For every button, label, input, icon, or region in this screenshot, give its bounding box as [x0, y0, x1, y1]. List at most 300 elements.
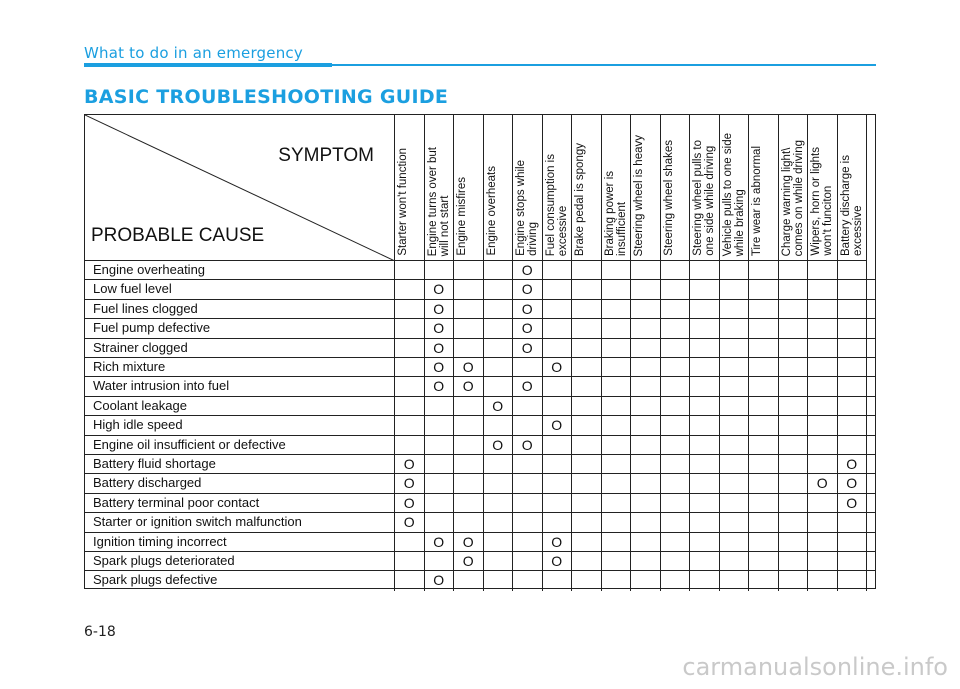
- symptom-cell: [690, 377, 720, 395]
- symptom-cell: [484, 494, 514, 512]
- symptom-cell: [543, 377, 573, 395]
- symptom-cell: [808, 300, 838, 318]
- symptom-mark: O: [425, 280, 455, 298]
- symptom-cell: [543, 261, 573, 279]
- page-number: 6-18: [84, 624, 116, 640]
- probable-cause: Battery discharged: [85, 474, 395, 492]
- symptom-cell: [454, 436, 484, 454]
- symptom-mark: O: [513, 280, 543, 298]
- symptom-cell: [808, 261, 838, 279]
- symptom-cell: [690, 552, 720, 570]
- symptom-mark: O: [513, 300, 543, 318]
- symptom-mark: O: [395, 513, 425, 531]
- symptom-cell: [602, 339, 632, 357]
- symptom-header: [779, 115, 809, 261]
- symptom-cell: [572, 494, 602, 512]
- table-row: [85, 533, 875, 552]
- symptom-cell: [631, 571, 661, 590]
- symptom-cell: [631, 513, 661, 531]
- symptom-cell: [720, 339, 750, 357]
- symptom-cell: [838, 377, 868, 395]
- symptom-cell: [484, 474, 514, 492]
- symptom-cell: [631, 280, 661, 298]
- table-row: [85, 416, 875, 435]
- symptom-cell: [395, 436, 425, 454]
- symptom-header: [720, 115, 750, 261]
- table-row: [85, 436, 875, 455]
- symptom-cell: [808, 397, 838, 415]
- symptom-cell: [690, 571, 720, 590]
- probable-cause: High idle speed: [85, 416, 395, 434]
- symptom-cell: [749, 261, 779, 279]
- symptom-cell: [749, 416, 779, 434]
- symptom-cell: [484, 300, 514, 318]
- symptom-cell: [749, 455, 779, 473]
- symptom-header-label: Starter won't function: [397, 148, 409, 256]
- symptom-cell: [749, 513, 779, 531]
- symptom-mark: O: [543, 552, 573, 570]
- symptom-mark: O: [484, 397, 514, 415]
- symptom-cell: [690, 280, 720, 298]
- symptom-cell: [484, 513, 514, 531]
- table-row: [85, 494, 875, 513]
- symptom-mark: O: [395, 455, 425, 473]
- symptom-cell: [543, 280, 573, 298]
- symptom-cell: [425, 436, 455, 454]
- symptom-cell: [543, 436, 573, 454]
- troubleshooting-table: [84, 114, 876, 589]
- symptom-cell: [572, 416, 602, 434]
- symptom-cell: [631, 474, 661, 492]
- symptom-cell: [572, 552, 602, 570]
- symptom-cell: [484, 319, 514, 337]
- symptom-cell: [631, 300, 661, 318]
- symptom-cell: [602, 552, 632, 570]
- symptom-cell: [661, 455, 691, 473]
- symptom-cell: [838, 416, 868, 434]
- symptom-header-label: Battery discharge is excessive: [839, 155, 864, 256]
- section-rule-thick: [84, 63, 332, 67]
- symptom-cell: [661, 358, 691, 376]
- symptom-header-label: Charge warning light\ comes on while driving: [780, 139, 805, 256]
- symptom-mark: O: [513, 339, 543, 357]
- symptom-cell: [425, 455, 455, 473]
- symptom-cell: [454, 397, 484, 415]
- symptom-mark: O: [425, 300, 455, 318]
- symptom-cell: [425, 513, 455, 531]
- symptom-cell: [395, 571, 425, 590]
- symptom-header: [808, 115, 838, 261]
- symptom-header: [749, 115, 779, 261]
- symptom-cell: [720, 474, 750, 492]
- symptom-cell: [808, 358, 838, 376]
- symptom-cell: [690, 436, 720, 454]
- symptom-cell: [749, 280, 779, 298]
- symptom-cell: [720, 455, 750, 473]
- symptom-cell: [749, 533, 779, 551]
- symptom-header-label: Tire wear is abnormal: [751, 145, 763, 256]
- probable-cause: Fuel pump defective: [85, 319, 395, 337]
- symptom-cell: [690, 319, 720, 337]
- symptom-cell: [838, 552, 868, 570]
- symptom-cell: [808, 436, 838, 454]
- symptom-cell: [720, 358, 750, 376]
- symptom-mark: O: [454, 533, 484, 551]
- symptom-cell: [425, 474, 455, 492]
- table-row: [85, 474, 875, 493]
- symptom-cell: [425, 397, 455, 415]
- symptom-cell: [720, 552, 750, 570]
- table-row: [85, 571, 875, 590]
- symptom-header-label: Wipers, horn or lights won't funciton: [810, 147, 834, 256]
- symptom-cell: [602, 319, 632, 337]
- probable-cause: Starter or ignition switch malfunction: [85, 513, 395, 531]
- symptom-mark: O: [513, 377, 543, 395]
- symptom-mark: O: [425, 358, 455, 376]
- symptom-cell: [572, 261, 602, 279]
- symptom-cell: [395, 280, 425, 298]
- symptom-cell: [572, 455, 602, 473]
- symptom-cell: [572, 436, 602, 454]
- symptom-cell: [661, 533, 691, 551]
- symptom-cell: [749, 358, 779, 376]
- symptom-cell: [513, 397, 543, 415]
- symptom-cell: [395, 319, 425, 337]
- symptom-header: [484, 115, 514, 261]
- symptom-mark: O: [454, 552, 484, 570]
- symptom-cell: [661, 552, 691, 570]
- symptom-cell: [454, 571, 484, 590]
- symptom-cell: [749, 339, 779, 357]
- watermark: carmanualsonline.info: [682, 653, 948, 681]
- symptom-cell: [720, 494, 750, 512]
- symptom-cell: [779, 455, 809, 473]
- symptom-cell: [808, 455, 838, 473]
- symptom-cell: [838, 319, 868, 337]
- symptom-header: [602, 115, 632, 261]
- symptom-cell: [543, 397, 573, 415]
- symptom-cell: [425, 494, 455, 512]
- symptom-cell: [543, 513, 573, 531]
- symptom-cell: [454, 474, 484, 492]
- symptom-cell: [602, 494, 632, 512]
- symptom-cell: [631, 416, 661, 434]
- symptom-cell: [484, 261, 514, 279]
- symptom-cell: [749, 319, 779, 337]
- symptom-cell: [749, 571, 779, 590]
- symptom-cell: [484, 416, 514, 434]
- symptom-mark: O: [425, 319, 455, 337]
- symptom-cell: [543, 494, 573, 512]
- symptom-cell: [484, 339, 514, 357]
- symptom-cell: [572, 513, 602, 531]
- symptom-cell: [631, 455, 661, 473]
- symptom-cell: [838, 300, 868, 318]
- symptom-cell: [808, 571, 838, 590]
- symptom-cell: [779, 339, 809, 357]
- symptom-cell: [661, 339, 691, 357]
- symptom-mark: O: [513, 436, 543, 454]
- symptom-cell: [808, 377, 838, 395]
- table-row: [85, 280, 875, 299]
- symptom-cell: [631, 319, 661, 337]
- probable-cause: Rich mixture: [85, 358, 395, 376]
- symptom-header-label: Steering wheel is heavy: [633, 134, 645, 256]
- symptom-cell: [690, 416, 720, 434]
- probable-cause: Engine overheating: [85, 261, 395, 279]
- probable-cause: Battery fluid shortage: [85, 455, 395, 473]
- probable-cause: Coolant leakage: [85, 397, 395, 415]
- symptom-cell: [749, 377, 779, 395]
- symptom-cell: [572, 339, 602, 357]
- symptom-cell: [779, 377, 809, 395]
- symptom-cell: [572, 397, 602, 415]
- symptom-cell: [661, 416, 691, 434]
- probable-cause: Battery terminal poor contact: [85, 494, 395, 512]
- table-row: [85, 261, 875, 280]
- symptom-cell: [749, 552, 779, 570]
- symptom-cell: [513, 494, 543, 512]
- symptom-cell: [425, 416, 455, 434]
- symptom-cell: [779, 416, 809, 434]
- header-corner-cell: [85, 115, 395, 261]
- symptom-cell: [602, 397, 632, 415]
- symptom-cell: [779, 280, 809, 298]
- table-row: [85, 358, 875, 377]
- symptom-cell: [602, 377, 632, 395]
- symptom-cell: [661, 377, 691, 395]
- symptom-cell: [779, 358, 809, 376]
- symptom-cell: [808, 533, 838, 551]
- symptom-cell: [454, 280, 484, 298]
- symptom-header-label: Steering wheel shakes: [662, 140, 675, 256]
- symptom-cell: [779, 300, 809, 318]
- symptom-header: [572, 115, 602, 261]
- symptom-mark: O: [838, 494, 868, 512]
- symptom-cell: [661, 300, 691, 318]
- section-title: What to do in an emergency: [84, 44, 303, 62]
- symptom-header: [425, 115, 455, 261]
- symptom-cell: [720, 319, 750, 337]
- symptom-cell: [543, 339, 573, 357]
- table-row: [85, 300, 875, 319]
- symptom-cell: [454, 300, 484, 318]
- symptom-cell: [690, 474, 720, 492]
- symptom-mark: O: [454, 377, 484, 395]
- symptom-cell: [484, 280, 514, 298]
- symptom-cell: [513, 513, 543, 531]
- symptom-cell: [838, 436, 868, 454]
- symptom-cell: [808, 552, 838, 570]
- symptom-mark: O: [484, 436, 514, 454]
- symptom-cell: [513, 358, 543, 376]
- symptom-cell: [572, 358, 602, 376]
- symptom-cell: [454, 319, 484, 337]
- symptom-cell: [749, 474, 779, 492]
- symptom-cell: [513, 455, 543, 473]
- symptom-cell: [602, 533, 632, 551]
- symptom-mark: O: [808, 474, 838, 492]
- symptom-cell: [779, 513, 809, 531]
- symptom-cell: [838, 513, 868, 531]
- symptom-cell: [395, 339, 425, 357]
- symptom-header-label: Braking power is insufficient: [603, 170, 628, 256]
- symptom-cell: [572, 300, 602, 318]
- symptom-cell: [602, 436, 632, 454]
- symptom-cell: [779, 533, 809, 551]
- symptom-header: [395, 115, 425, 261]
- symptom-cell: [484, 377, 514, 395]
- symptom-cell: [484, 552, 514, 570]
- symptom-cell: [690, 397, 720, 415]
- symptom-cell: [631, 261, 661, 279]
- symptom-cell: [808, 280, 838, 298]
- symptom-mark: O: [543, 358, 573, 376]
- symptom-cell: [808, 416, 838, 434]
- symptom-header: [513, 115, 543, 261]
- symptom-cell: [661, 474, 691, 492]
- symptom-header-label: Engine stops while driving: [515, 160, 539, 256]
- guide-title: BASIC TROUBLESHOOTING GUIDE: [84, 86, 449, 108]
- symptom-cell: [779, 319, 809, 337]
- symptom-cell: [690, 494, 720, 512]
- symptom-cell: [838, 280, 868, 298]
- symptom-cell: [513, 552, 543, 570]
- symptom-label: SYMPTOM: [278, 145, 374, 166]
- symptom-cell: [661, 397, 691, 415]
- symptom-cell: [720, 571, 750, 590]
- symptom-cell: [808, 494, 838, 512]
- symptom-cell: [602, 358, 632, 376]
- symptom-cell: [425, 552, 455, 570]
- symptom-cell: [631, 397, 661, 415]
- symptom-cell: [454, 416, 484, 434]
- symptom-header-label: Fuel consumption is excessive: [544, 153, 569, 256]
- symptom-cell: [395, 358, 425, 376]
- symptom-header-label: Engine overheats: [485, 166, 498, 256]
- probable-cause: Fuel lines clogged: [85, 300, 395, 318]
- symptom-mark: O: [543, 533, 573, 551]
- symptom-cell: [838, 533, 868, 551]
- symptom-cell: [513, 533, 543, 551]
- symptom-cell: [779, 474, 809, 492]
- symptom-header: [543, 115, 573, 261]
- symptom-cell: [395, 533, 425, 551]
- symptom-cell: [543, 571, 573, 590]
- symptom-header-label: Engine misfires: [456, 177, 468, 256]
- symptom-mark: O: [513, 319, 543, 337]
- table-row: [85, 319, 875, 338]
- symptom-cell: [572, 377, 602, 395]
- symptom-cell: [749, 397, 779, 415]
- symptom-cell: [808, 319, 838, 337]
- symptom-mark: O: [513, 261, 543, 279]
- symptom-cell: [602, 474, 632, 492]
- symptom-cell: [454, 261, 484, 279]
- symptom-cell: [808, 339, 838, 357]
- symptom-cell: [631, 533, 661, 551]
- symptom-cell: [838, 397, 868, 415]
- symptom-header-label: Brake pedal is spongy: [574, 142, 586, 256]
- symptom-cell: [631, 436, 661, 454]
- table-row: [85, 377, 875, 396]
- symptom-cell: [690, 513, 720, 531]
- symptom-cell: [395, 261, 425, 279]
- symptom-mark: O: [454, 358, 484, 376]
- symptom-header: [690, 115, 720, 261]
- symptom-cell: [749, 300, 779, 318]
- symptom-header-label: Steering wheel pulls to one side while driving: [692, 140, 716, 256]
- symptom-mark: O: [425, 377, 455, 395]
- symptom-cell: [661, 494, 691, 512]
- symptom-mark: O: [425, 533, 455, 551]
- symptom-header: [661, 115, 691, 261]
- section-rule-thin: [332, 64, 876, 66]
- symptom-cell: [602, 571, 632, 590]
- symptom-cell: [720, 416, 750, 434]
- symptom-header: [454, 115, 484, 261]
- symptom-cell: [661, 571, 691, 590]
- symptom-cell: [543, 300, 573, 318]
- symptom-cell: [484, 358, 514, 376]
- symptom-cell: [720, 533, 750, 551]
- symptom-cell: [690, 339, 720, 357]
- symptom-cell: [720, 397, 750, 415]
- symptom-cell: [454, 513, 484, 531]
- probable-cause-label: PROBABLE CAUSE: [91, 225, 265, 246]
- symptom-cell: [602, 300, 632, 318]
- symptom-cell: [484, 455, 514, 473]
- symptom-cell: [484, 533, 514, 551]
- symptom-cell: [779, 571, 809, 590]
- symptom-cell: [838, 261, 868, 279]
- symptom-cell: [513, 474, 543, 492]
- probable-cause: Spark plugs deteriorated: [85, 552, 395, 570]
- symptom-cell: [779, 494, 809, 512]
- symptom-cell: [395, 377, 425, 395]
- symptom-cell: [602, 416, 632, 434]
- symptom-cell: [838, 339, 868, 357]
- table-row: [85, 339, 875, 358]
- symptom-cell: [631, 552, 661, 570]
- probable-cause: Strainer clogged: [85, 339, 395, 357]
- table-row: [85, 513, 875, 532]
- symptom-cell: [631, 358, 661, 376]
- symptom-cell: [631, 494, 661, 512]
- symptom-mark: O: [838, 474, 868, 492]
- table-row: [85, 552, 875, 571]
- symptom-cell: [661, 436, 691, 454]
- symptom-cell: [572, 474, 602, 492]
- symptom-cell: [838, 571, 868, 590]
- symptom-header: [631, 115, 661, 261]
- symptom-cell: [779, 397, 809, 415]
- table-row: [85, 397, 875, 416]
- symptom-cell: [779, 552, 809, 570]
- symptom-cell: [661, 280, 691, 298]
- symptom-cell: [661, 261, 691, 279]
- symptom-cell: [779, 436, 809, 454]
- symptom-cell: [720, 436, 750, 454]
- symptom-header-label: Engine turns over but will not start: [426, 146, 451, 256]
- probable-cause: Ignition timing incorrect: [85, 533, 395, 551]
- symptom-cell: [690, 358, 720, 376]
- symptom-cell: [395, 416, 425, 434]
- symptom-cell: [454, 455, 484, 473]
- symptom-cell: [572, 533, 602, 551]
- probable-cause: Low fuel level: [85, 280, 395, 298]
- symptom-mark: O: [395, 494, 425, 512]
